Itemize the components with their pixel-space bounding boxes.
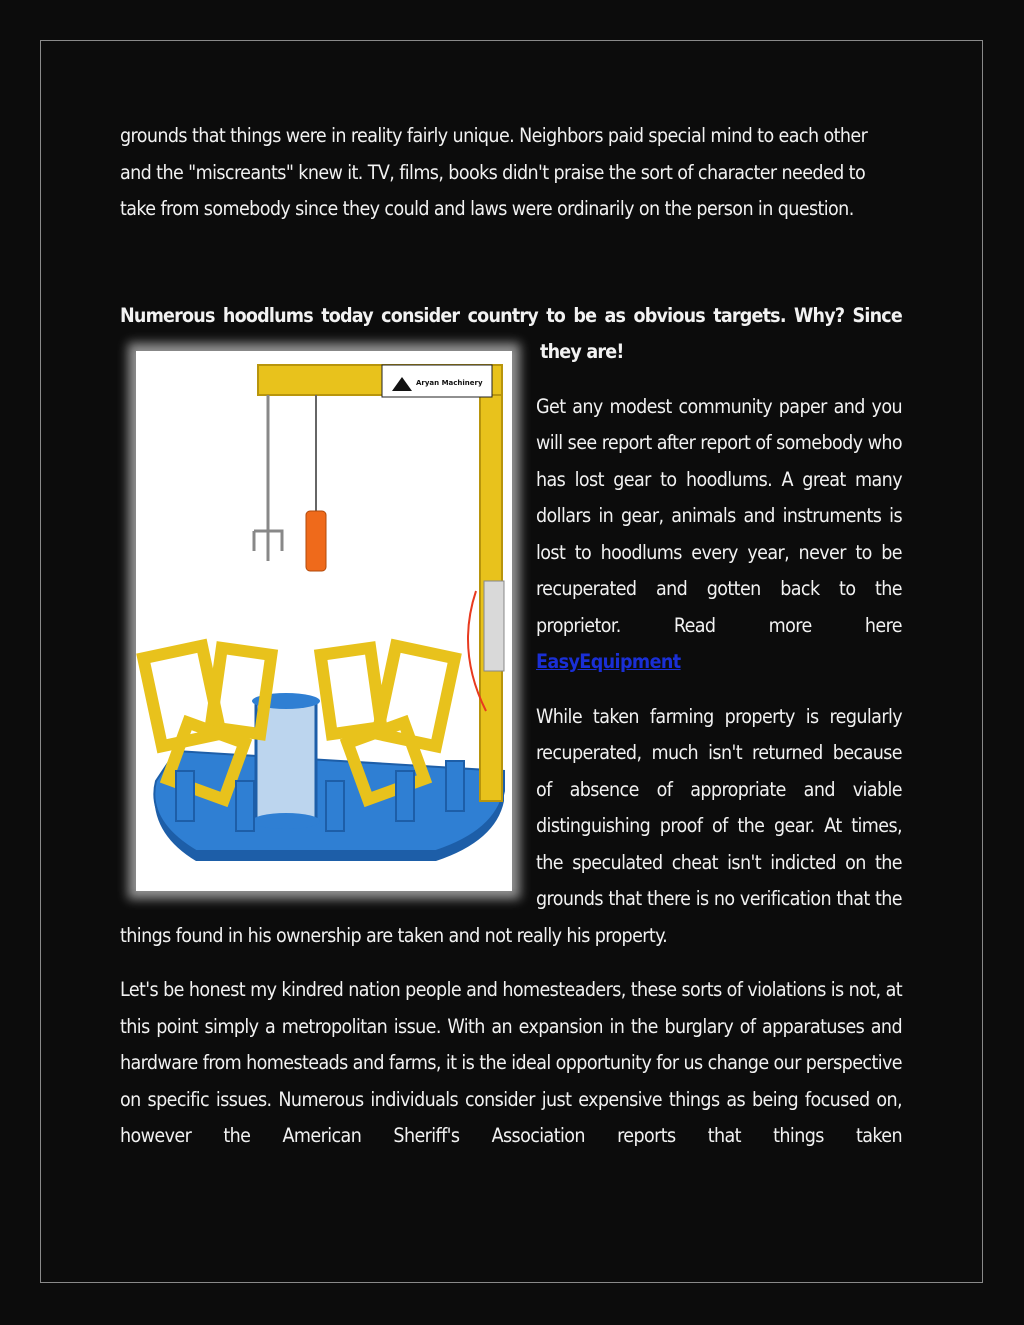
easyequipment-link[interactable]: EasyEquipment	[536, 650, 681, 673]
section-heading-line1: Numerous hoodlums today consider country to be as obvious targets. Why? Since	[120, 303, 902, 327]
machinery-photo	[136, 351, 512, 891]
image-wrap-section	[120, 378, 902, 955]
paragraph-rural-issue: Let's be honest my kindred nation people and homesteaders, these sorts of violations is not, at this point simply a metropolitan issue. With an expansion in the burglary of apparatuses and hardware from homesteads and farms, it is the ideal opportunity for us change our perspective on specific issues. Numerous individuals consider just expensive things as being focused on, however the American Sheriff's Association reports that things taken	[120, 978, 902, 1147]
paragraph-intro: grounds that things were in reality fairly unique. Neighbors paid special mind to each other and the "miscreants" knew it. TV, films, books didn't praise the sort of character needed to take from somebody since they could and laws were ordinarily on the person in question.	[120, 124, 868, 220]
document-body	[120, 118, 902, 1155]
machine-logo-text: Aryan Machinery	[416, 378, 483, 387]
section-heading-line2: they are!	[540, 340, 624, 363]
paragraph-theft-report-text: Get any modest community paper and you will see report after report of somebody who has lost gear to hoodlums. A great many dollars in gear, animals and instruments is lost to hoodlums every year, never to be recuperated and gotten back to the proprietor. Read more here	[536, 394, 902, 637]
machinery-illustration	[136, 351, 512, 891]
paragraph-recovery: While taken farming property is regularly recuperated, much isn't returned because of absence of appropriate and viable distinguishing proof of the gear. At times, the speculated cheat isn't indicted on the grounds that there is no verification that the things found in his ownership are taken and not really his property.	[120, 704, 902, 947]
